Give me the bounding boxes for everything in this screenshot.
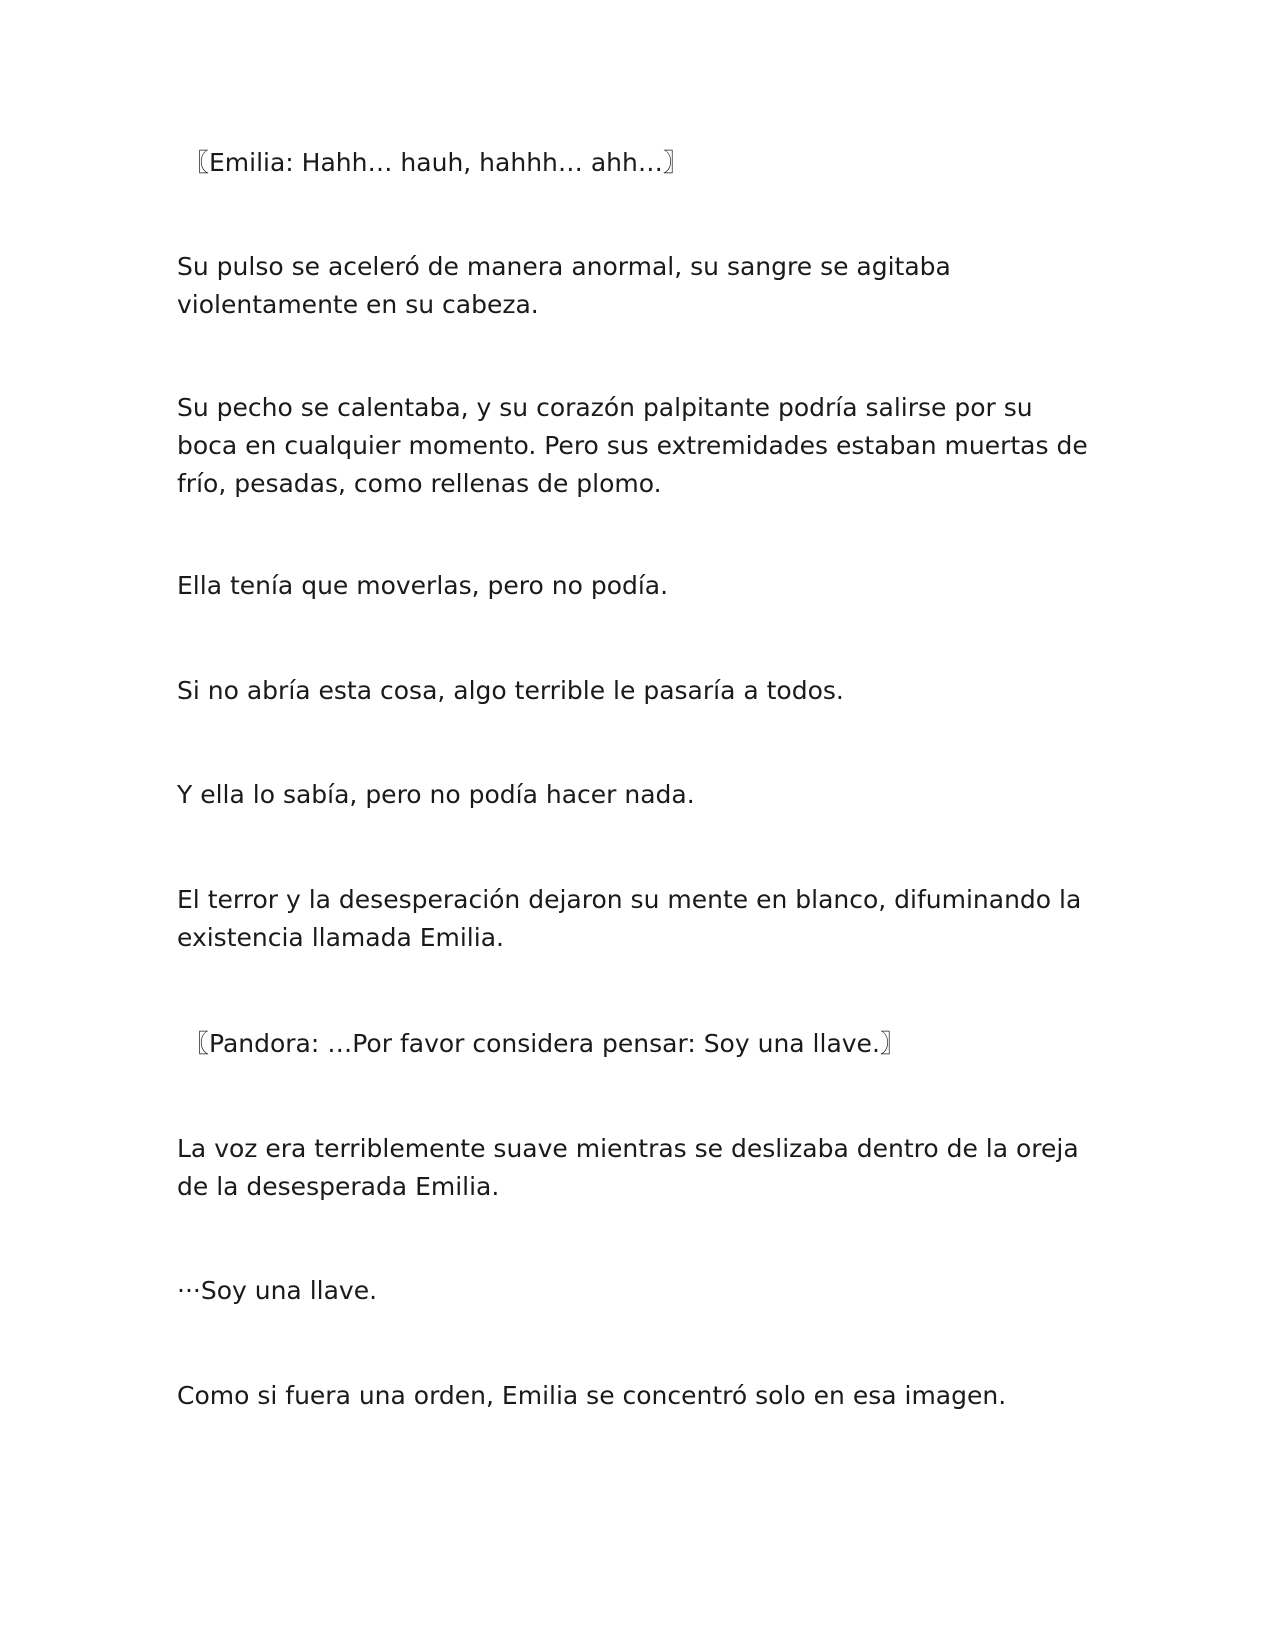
paragraph: Su pecho se calentaba, y su corazón palpitante podría salirse por su boca en cualquier momento. Pero sus extremidades estaban muertas de frío, pesadas, como rellenas de plomo. bbox=[177, 393, 1088, 498]
paragraph: Como si fuera una orden, Emilia se concentró solo en esa imagen. bbox=[177, 1381, 1007, 1410]
paragraph: ···Soy una llave. bbox=[177, 1276, 378, 1305]
dialogue-pandora: 〖Pandora: …Por favor considera pensar: Soy una llave.〗 bbox=[184, 1029, 905, 1058]
paragraph: Si no abría esta cosa, algo terrible le pasaría a todos. bbox=[177, 676, 844, 705]
paragraph: Ella tenía que moverlas, pero no podía. bbox=[177, 571, 669, 600]
paragraph: Y ella lo sabía, pero no podía hacer nada. bbox=[177, 780, 695, 809]
paragraph: La voz era terriblemente suave mientras se deslizaba dentro de la oreja de la desesperada Emilia. bbox=[177, 1134, 1079, 1201]
dialogue-emilia: 〖Emilia: Hahh… hauh, hahhh… ahh…〗 bbox=[184, 148, 688, 177]
paragraph: Su pulso se aceleró de manera anormal, su sangre se agitaba violentamente en su cabeza. bbox=[177, 252, 951, 319]
paragraph: El terror y la desesperación dejaron su mente en blanco, difuminando la existencia llamada Emilia. bbox=[177, 885, 1082, 952]
